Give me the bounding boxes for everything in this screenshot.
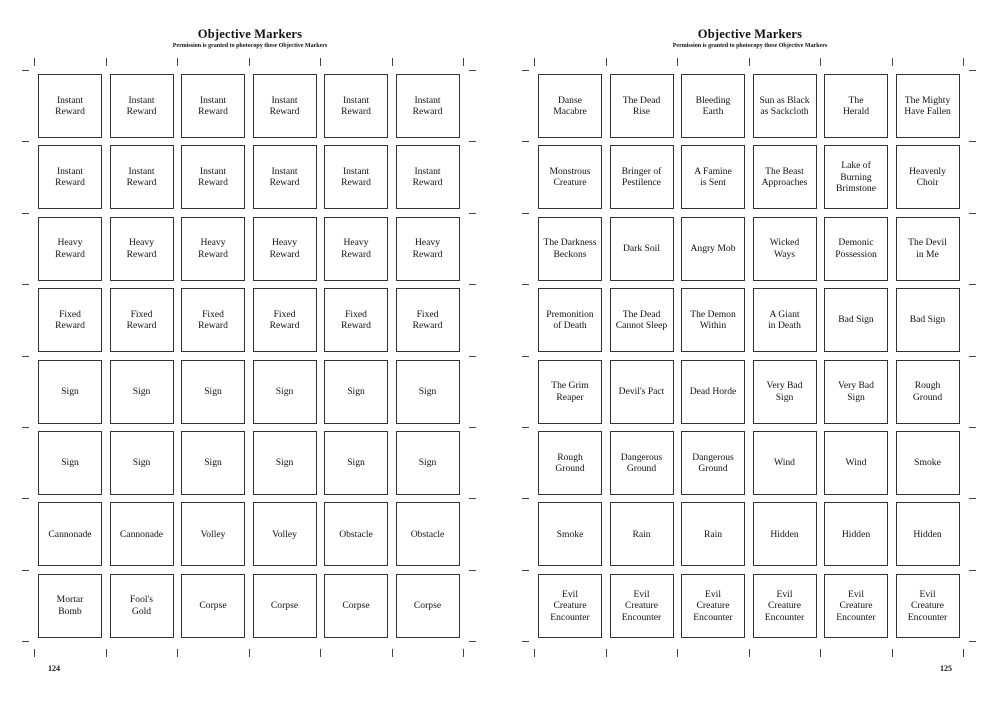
page-number: 124 xyxy=(48,664,60,673)
right-page xyxy=(500,0,1000,707)
page-subtitle: Permission is granted to photocopy these Objective Markers xyxy=(672,43,828,49)
objective-marker: The Herald xyxy=(824,74,888,138)
objective-marker: The Dead Rise xyxy=(610,74,674,138)
objective-marker: Very Bad Sign xyxy=(824,360,888,424)
cut-mark xyxy=(677,649,678,657)
objective-marker: Dangerous Ground xyxy=(681,431,745,495)
objective-marker: Fixed Reward xyxy=(38,288,102,352)
objective-marker: Instant Reward xyxy=(324,145,388,209)
cut-mark xyxy=(820,649,821,657)
objective-marker: Demonic Possession xyxy=(824,217,888,281)
page-number: 125 xyxy=(940,664,952,673)
cut-mark xyxy=(522,570,529,571)
cut-mark xyxy=(22,570,29,571)
cut-mark xyxy=(534,58,535,66)
cut-mark xyxy=(522,284,529,285)
cut-mark xyxy=(469,141,476,142)
objective-marker: Heavy Reward xyxy=(396,217,460,281)
objective-marker: The Darkness Beckons xyxy=(538,217,602,281)
objective-marker: Evil Creature Encounter xyxy=(824,574,888,638)
objective-marker: Sign xyxy=(396,360,460,424)
cut-mark xyxy=(749,649,750,657)
cut-mark xyxy=(969,641,976,642)
cut-mark xyxy=(463,58,464,66)
objective-marker: Rain xyxy=(681,502,745,566)
objective-marker: Lake of Burning Brimstone xyxy=(824,145,888,209)
objective-marker: The Mighty Have Fallen xyxy=(896,74,960,138)
cut-mark xyxy=(820,58,821,66)
objective-marker: Volley xyxy=(181,502,245,566)
cut-mark xyxy=(463,649,464,657)
objective-marker: Fool's Gold xyxy=(110,574,174,638)
objective-marker: Dangerous Ground xyxy=(610,431,674,495)
cut-mark xyxy=(22,141,29,142)
cut-mark xyxy=(522,427,529,428)
cut-mark xyxy=(677,58,678,66)
objective-marker: Angry Mob xyxy=(681,217,745,281)
objective-marker: Heavy Reward xyxy=(324,217,388,281)
cut-mark xyxy=(22,498,29,499)
cut-mark xyxy=(969,284,976,285)
cut-mark xyxy=(22,427,29,428)
objective-marker: Smoke xyxy=(538,502,602,566)
cut-mark xyxy=(469,70,476,71)
marker-grid xyxy=(538,74,972,642)
objective-marker: Sign xyxy=(324,360,388,424)
cut-mark xyxy=(106,649,107,657)
objective-marker: Wicked Ways xyxy=(753,217,817,281)
objective-marker: The Devil in Me xyxy=(896,217,960,281)
objective-marker: The Demon Within xyxy=(681,288,745,352)
objective-marker: Instant Reward xyxy=(38,145,102,209)
cut-mark xyxy=(469,498,476,499)
objective-marker: Instant Reward xyxy=(324,74,388,138)
objective-marker: Hidden xyxy=(896,502,960,566)
objective-marker: Instant Reward xyxy=(181,145,245,209)
objective-marker: Corpse xyxy=(181,574,245,638)
cut-mark xyxy=(34,649,35,657)
objective-marker: Heavy Reward xyxy=(181,217,245,281)
cut-mark xyxy=(469,427,476,428)
objective-marker: Evil Creature Encounter xyxy=(610,574,674,638)
objective-marker: Dark Soil xyxy=(610,217,674,281)
cut-mark xyxy=(22,356,29,357)
objective-marker: Cannonade xyxy=(38,502,102,566)
objective-marker: Instant Reward xyxy=(253,145,317,209)
objective-marker: Premonition of Death xyxy=(538,288,602,352)
objective-marker: Danse Macabre xyxy=(538,74,602,138)
objective-marker: Rain xyxy=(610,502,674,566)
objective-marker: Corpse xyxy=(396,574,460,638)
cut-mark xyxy=(22,70,29,71)
objective-marker: Obstacle xyxy=(396,502,460,566)
objective-marker: Devil's Pact xyxy=(610,360,674,424)
objective-marker: Sign xyxy=(253,360,317,424)
objective-marker: Instant Reward xyxy=(110,145,174,209)
cut-mark xyxy=(522,641,529,642)
objective-marker: Corpse xyxy=(324,574,388,638)
objective-marker: Wind xyxy=(753,431,817,495)
page-title: Objective Markers xyxy=(697,27,803,41)
objective-marker: Instant Reward xyxy=(253,74,317,138)
objective-marker: Corpse xyxy=(253,574,317,638)
cut-mark xyxy=(892,649,893,657)
objective-marker: Sign xyxy=(110,431,174,495)
objective-marker: Bad Sign xyxy=(824,288,888,352)
cut-mark xyxy=(177,58,178,66)
cut-mark xyxy=(392,58,393,66)
cut-mark xyxy=(249,649,250,657)
cut-mark xyxy=(469,570,476,571)
objective-marker: Instant Reward xyxy=(396,74,460,138)
cut-mark xyxy=(969,570,976,571)
objective-marker: Monstrous Creature xyxy=(538,145,602,209)
cut-mark xyxy=(969,427,976,428)
cut-mark xyxy=(963,58,964,66)
objective-marker: Cannonade xyxy=(110,502,174,566)
cut-mark xyxy=(534,649,535,657)
objective-marker: Instant Reward xyxy=(110,74,174,138)
objective-marker: Sign xyxy=(396,431,460,495)
objective-marker: Hidden xyxy=(753,502,817,566)
cut-mark xyxy=(969,498,976,499)
objective-marker: Sign xyxy=(110,360,174,424)
objective-marker: Evil Creature Encounter xyxy=(681,574,745,638)
marker-grid xyxy=(38,74,472,642)
objective-marker: Hidden xyxy=(824,502,888,566)
objective-marker: Bringer of Pestilence xyxy=(610,145,674,209)
cut-mark xyxy=(469,284,476,285)
objective-marker: Smoke xyxy=(896,431,960,495)
objective-marker: Heavy Reward xyxy=(253,217,317,281)
cut-mark xyxy=(469,641,476,642)
cut-mark xyxy=(892,58,893,66)
objective-marker: Wind xyxy=(824,431,888,495)
objective-marker: Fixed Reward xyxy=(181,288,245,352)
page-title: Objective Markers xyxy=(197,27,303,41)
cut-mark xyxy=(522,70,529,71)
objective-marker: Fixed Reward xyxy=(110,288,174,352)
cut-mark xyxy=(522,356,529,357)
cut-mark xyxy=(177,649,178,657)
cut-mark xyxy=(22,284,29,285)
cut-mark xyxy=(522,141,529,142)
objective-marker: Instant Reward xyxy=(181,74,245,138)
objective-marker: Evil Creature Encounter xyxy=(538,574,602,638)
objective-marker: Dead Horde xyxy=(681,360,745,424)
cut-mark xyxy=(22,641,29,642)
page-subtitle: Permission is granted to photocopy these Objective Markers xyxy=(172,43,328,49)
objective-marker: Mortar Bomb xyxy=(38,574,102,638)
cut-mark xyxy=(469,356,476,357)
objective-marker: Sign xyxy=(38,431,102,495)
cut-mark xyxy=(249,58,250,66)
cut-mark xyxy=(522,213,529,214)
objective-marker: Fixed Reward xyxy=(253,288,317,352)
cut-mark xyxy=(320,58,321,66)
cut-mark xyxy=(606,649,607,657)
objective-marker: The Beast Approaches xyxy=(753,145,817,209)
objective-marker: Very Bad Sign xyxy=(753,360,817,424)
cut-mark xyxy=(22,213,29,214)
objective-marker: Heavy Reward xyxy=(38,217,102,281)
objective-marker: Sign xyxy=(38,360,102,424)
cut-mark xyxy=(522,498,529,499)
objective-marker: Sign xyxy=(181,360,245,424)
objective-marker: Sign xyxy=(324,431,388,495)
cut-mark xyxy=(392,649,393,657)
cut-mark xyxy=(969,70,976,71)
objective-marker: Sun as Black as Sackcloth xyxy=(753,74,817,138)
cut-mark xyxy=(320,649,321,657)
objective-marker: Heavy Reward xyxy=(110,217,174,281)
cut-mark xyxy=(969,356,976,357)
objective-marker: Obstacle xyxy=(324,502,388,566)
cut-mark xyxy=(606,58,607,66)
objective-marker: Bad Sign xyxy=(896,288,960,352)
cut-mark xyxy=(749,58,750,66)
cut-mark xyxy=(469,213,476,214)
objective-marker: Sign xyxy=(253,431,317,495)
objective-marker: Evil Creature Encounter xyxy=(753,574,817,638)
objective-marker: Instant Reward xyxy=(396,145,460,209)
cut-mark xyxy=(969,213,976,214)
cut-mark xyxy=(969,141,976,142)
objective-marker: The Grim Reaper xyxy=(538,360,602,424)
objective-marker: Instant Reward xyxy=(38,74,102,138)
objective-marker: Rough Ground xyxy=(896,360,960,424)
objective-marker: A Giant in Death xyxy=(753,288,817,352)
objective-marker: Sign xyxy=(181,431,245,495)
objective-marker: Evil Creature Encounter xyxy=(896,574,960,638)
objective-marker: Heavenly Choir xyxy=(896,145,960,209)
objective-marker: A Famine is Sent xyxy=(681,145,745,209)
cut-mark xyxy=(106,58,107,66)
objective-marker: Fixed Reward xyxy=(396,288,460,352)
objective-marker: Bleeding Earth xyxy=(681,74,745,138)
objective-marker: Rough Ground xyxy=(538,431,602,495)
objective-marker: Volley xyxy=(253,502,317,566)
objective-marker: The Dead Cannot Sleep xyxy=(610,288,674,352)
cut-mark xyxy=(34,58,35,66)
objective-marker: Fixed Reward xyxy=(324,288,388,352)
cut-mark xyxy=(963,649,964,657)
